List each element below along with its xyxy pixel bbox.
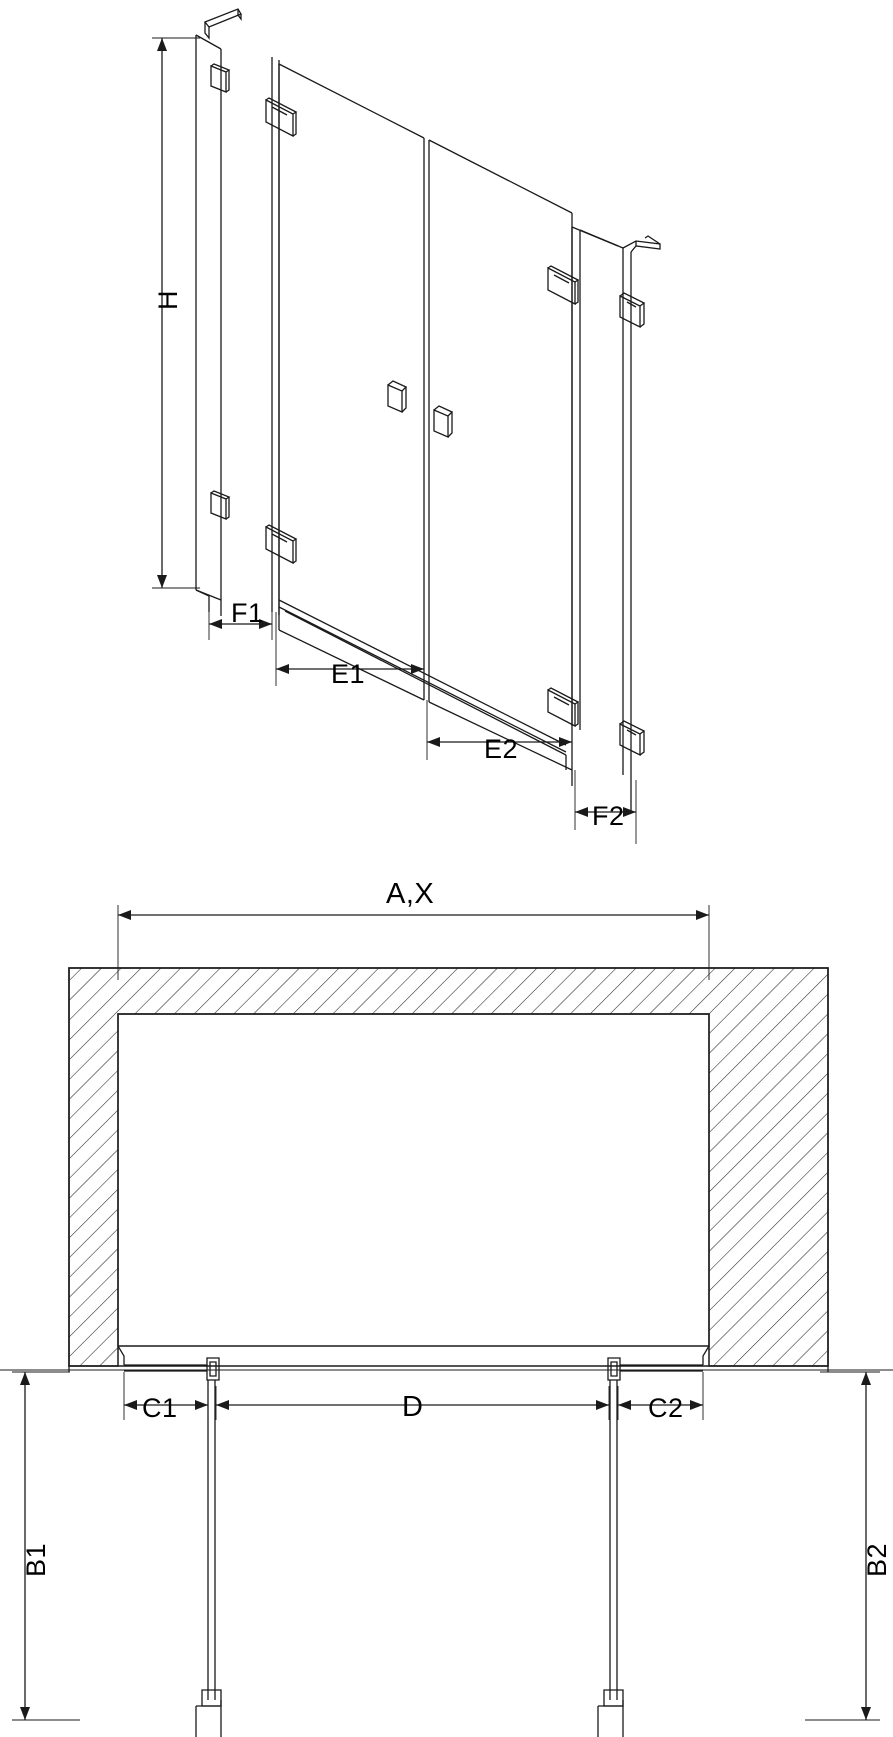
- dimension-label-H: H: [153, 290, 183, 310]
- dimension-label-E2: E2: [484, 734, 519, 764]
- dimension-label-C1: C1: [142, 1393, 178, 1423]
- dimension-label-D: D: [402, 1391, 424, 1423]
- dimension-label-E1: E1: [331, 659, 366, 689]
- dimension-label-F2: F2: [592, 801, 625, 831]
- dimension-label-F1: F1: [231, 598, 264, 628]
- dimension-label-B1: B1: [21, 1542, 51, 1578]
- dimension-label-AX: A,X: [386, 878, 435, 910]
- wall-hatching: [69, 968, 828, 1366]
- dimension-label-C2: C2: [648, 1393, 684, 1423]
- elevation-view: [152, 9, 660, 844]
- dimension-label-B2: B2: [862, 1542, 892, 1578]
